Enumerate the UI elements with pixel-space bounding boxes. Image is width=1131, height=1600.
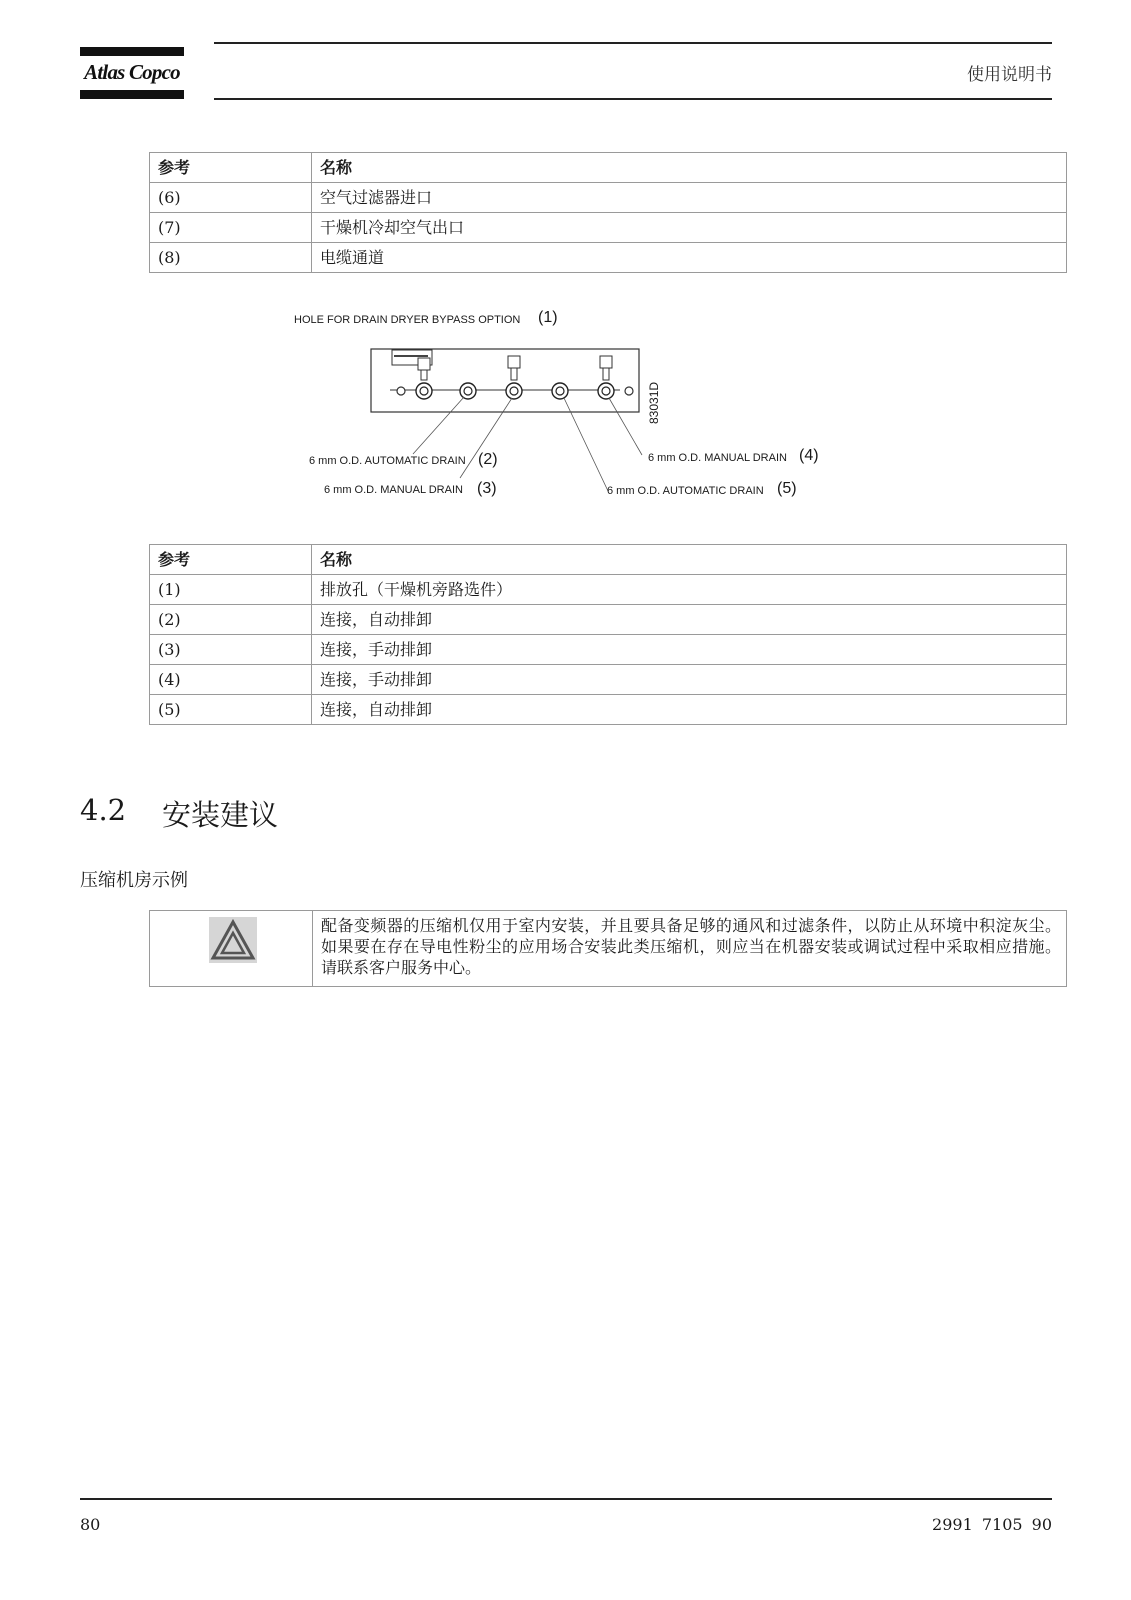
callout-2-label: 6 mm O.D. AUTOMATIC DRAIN: [309, 455, 466, 467]
warning-notice: [149, 910, 1067, 987]
table-row: [150, 243, 1067, 273]
table-cell-ref: (2): [150, 605, 312, 635]
table-cell-name: 连接，自动排卸: [312, 605, 1067, 635]
callout-5-number: (5): [777, 480, 797, 497]
table-header-row: [150, 545, 1067, 575]
reference-table-2: [149, 544, 1067, 725]
column-header-name: 名称: [312, 153, 1067, 183]
table-cell-ref: (6): [150, 183, 312, 213]
table-cell-name: 连接，手动排卸: [312, 635, 1067, 665]
reference-table-1: [149, 152, 1067, 273]
callout-5-label: 6 mm O.D. AUTOMATIC DRAIN: [607, 485, 764, 497]
callout-4-label: 6 mm O.D. MANUAL DRAIN: [648, 452, 787, 464]
warning-text: 配备变频器的压缩机仅用于室内安装，并且要具备足够的通风和过滤条件，以防止从环境中积淀灰尘。 如果要在存在导电性粉尘的应用场合安装此类压缩机，则应当在机器安装或调试过程中采取相应措施。 请联系客户服务中心。: [321, 916, 1061, 977]
table-row: [150, 605, 1067, 635]
logo-text: Atlas Copco: [84, 60, 180, 84]
drain-connections-diagram: [290, 308, 850, 514]
document-type-title: 使用说明书: [967, 65, 1052, 85]
callout-1-label: HOLE FOR DRAIN DRYER BYPASS OPTION: [294, 314, 521, 326]
table-cell-ref: (5): [150, 695, 312, 725]
warning-triangle-icon: [209, 917, 257, 963]
table-cell-ref: (7): [150, 213, 312, 243]
table-cell-name: 空气过滤器进口: [312, 183, 1067, 213]
table-row: [150, 665, 1067, 695]
table-cell-name: 连接，手动排卸: [312, 665, 1067, 695]
table-row: [150, 575, 1067, 605]
column-header-ref: 参考: [150, 545, 312, 575]
fitting-2-automatic-drain: [460, 383, 476, 399]
section-title: 安装建议: [162, 798, 279, 832]
section-number: 4.2: [80, 793, 127, 827]
fitting-4-manual-drain: [552, 383, 568, 399]
table-row: [150, 213, 1067, 243]
mounting-hole-right: [625, 387, 633, 395]
callout-2-number: (2): [478, 451, 498, 468]
callout-3-number: (3): [477, 480, 497, 497]
warning-divider: [312, 911, 313, 986]
table-cell-ref: (3): [150, 635, 312, 665]
column-header-name: 名称: [312, 545, 1067, 575]
subheading: 压缩机房示例: [80, 870, 188, 891]
company-logo: [80, 47, 184, 99]
figure-id: 83031D: [647, 381, 661, 424]
header-rule-top: [214, 42, 1052, 44]
table-row: [150, 695, 1067, 725]
header-rule-bottom: [214, 98, 1052, 100]
table-cell-name: 连接，自动排卸: [312, 695, 1067, 725]
table-header-row: [150, 153, 1067, 183]
table-cell-ref: (8): [150, 243, 312, 273]
column-header-ref: 参考: [150, 153, 312, 183]
footer-rule: [80, 1498, 1052, 1500]
mounting-hole-left: [397, 387, 405, 395]
table-row: [150, 635, 1067, 665]
table-cell-name: 干燥机冷却空气出口: [312, 213, 1067, 243]
logo-bar-bottom: [80, 90, 184, 99]
callout-3-label: 6 mm O.D. MANUAL DRAIN: [324, 484, 463, 496]
logo-bar-top: [80, 47, 184, 56]
document-number: 2991 7105 90: [932, 1515, 1052, 1534]
table-cell-ref: (1): [150, 575, 312, 605]
page-number: 80: [80, 1515, 101, 1534]
table-row: [150, 183, 1067, 213]
callout-1-number: (1): [538, 309, 558, 326]
table-cell-name: 排放孔（干燥机旁路选件）: [312, 575, 1067, 605]
table-cell-name: 电缆通道: [312, 243, 1067, 273]
table-cell-ref: (4): [150, 665, 312, 695]
callout-4-number: (4): [799, 447, 819, 464]
